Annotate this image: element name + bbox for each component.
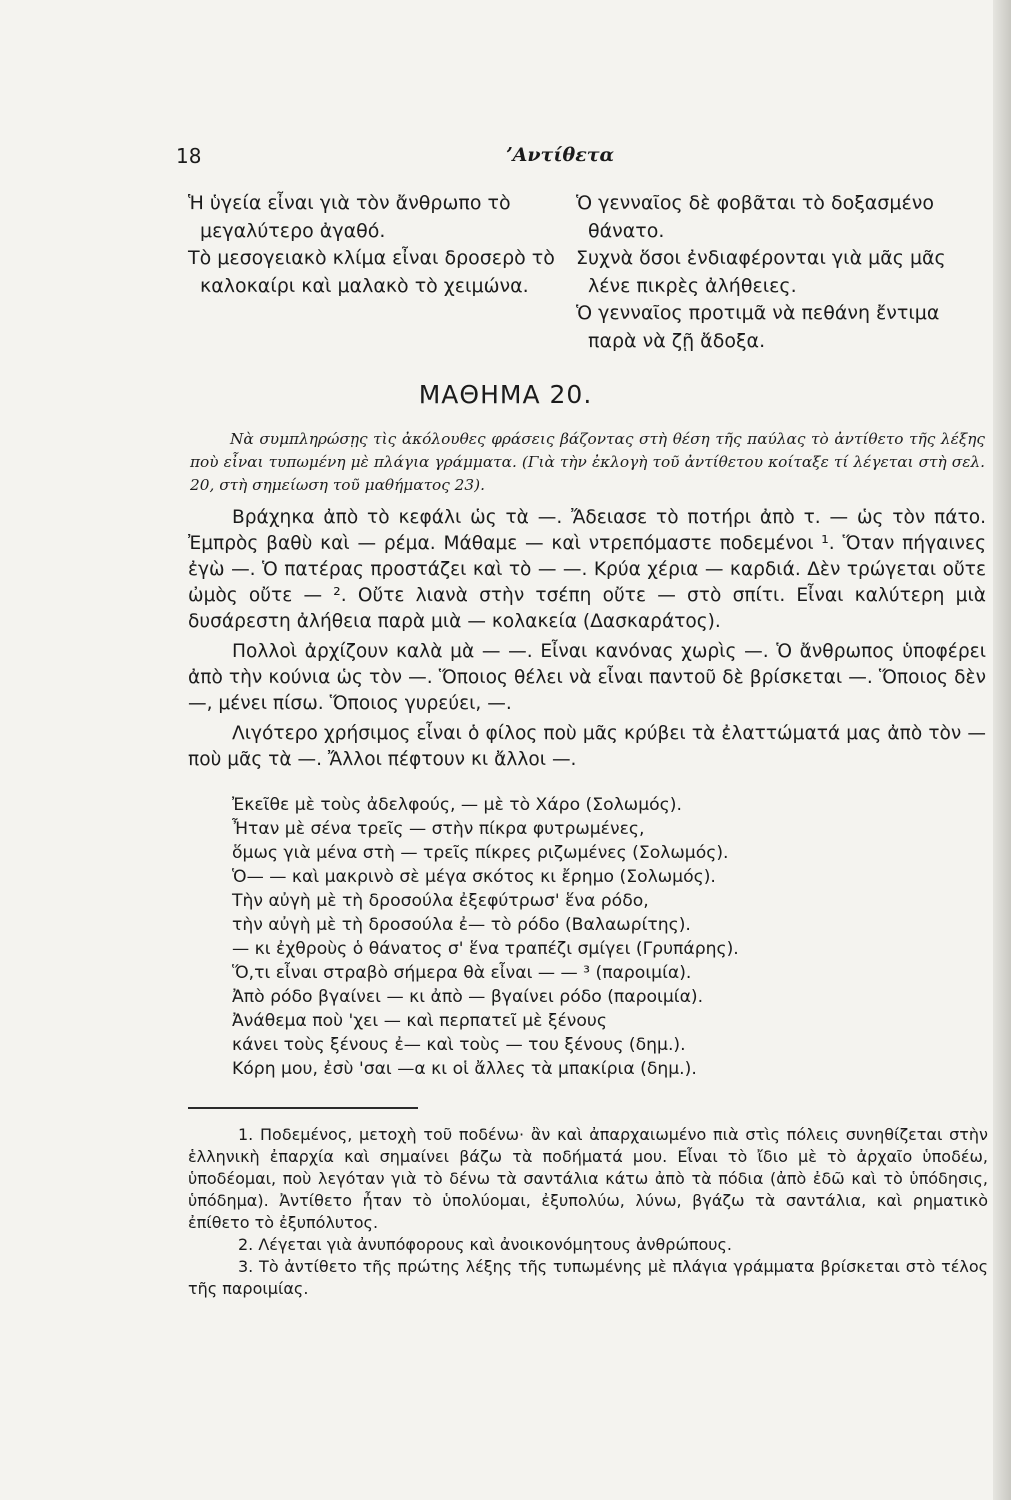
example-sentence: Τὸ μεσογειακὸ κλίμα εἶναι δροσερὸ τὸ καλοκαίρι καὶ μαλακὸ τὸ χειμώνα.	[188, 247, 555, 297]
verse-line: Κόρη μου, ἐσὺ 'σαι —α κι οἱ ἄλλες τὰ μπακίρια (δημ.).	[232, 1059, 697, 1079]
page-number: 18	[176, 144, 202, 168]
verse-line: Ἀπὸ ρόδο βγαίνει — κι ἀπὸ — βγαίνει ρόδο (παροιμία).	[232, 987, 704, 1007]
example-sentence: Ὁ γενναῖος προτιμᾶ νὰ πεθάνη ἔντιμα παρὰ νὰ ζῇ ἄδοξα.	[576, 302, 940, 352]
verse-line: Ὁ— — καὶ μακρινὸ σὲ μέγα σκότος κι ἔρημο (Σολωμός).	[232, 867, 716, 887]
verse-line: Ἀνάθεμα ποὺ 'χει — καὶ περπατεῖ μὲ ξένους	[232, 1011, 607, 1031]
footnote-divider	[188, 1107, 418, 1109]
example-sentence: Ὁ γενναῖος δὲ φοβᾶται τὸ δοξασμένο θάνατο.	[576, 192, 934, 242]
exercise-paragraph: Πολλοὶ ἀρχίζουν καλὰ μὰ — —. Εἶναι κανόνας χωρὶς —. Ὁ ἄνθρωπος ὑποφέρει ἀπὸ τὴν κούνια ὡς τὸν —. Ὅποιος θέλει νὰ εἶναι παντοῦ δὲ βρίσκεται —. Ὅποιος δὲν —, μένει πίσω. Ὅποιος γυρεύει, —.	[188, 641, 986, 714]
footnote: 1. Ποδεμένος, μετοχὴ τοῦ ποδένω· ἂν καὶ ἀπαρχαιωμένο πιὰ στὶς πόλεις συνηθίζεται στὴν ἑλληνικὴ ἐπαρχία καὶ σημαίνει βάζω τὰ ποδήματά μου. Εἶναι τὸ ἴδιο μὲ τὸ ἀρχαῖο ὑποδέω, ὑποδέομαι, ποὺ λεγόταν γιὰ τὸ δένω τὰ σαντάλια κάτω ἀπὸ τὰ πόδια (ἀπὸ ἐδῶ καὶ τὸ ὑπόδησις, ὑπόδημα). Ἀντίθετο ἦταν τὸ ὑπολύομαι, ἐξυπολύω, λύνω, βγάζω τὰ σαντάλια, καὶ ρηματικὸ ἐπίθετο τὸ ἐξυπόλυτος.	[188, 1125, 988, 1232]
lesson-title: ΜΑΘΗΜΑ 20.	[418, 380, 593, 409]
verse-line: Ὅ,τι εἶναι στραβὸ σήμερα θὰ εἶναι — — ³ (παροιμία).	[232, 963, 692, 983]
right-column	[576, 190, 988, 355]
verse-line: — κι ἐχθροὺς ὁ θάνατος σ' ἕνα τραπέζι σμίγει (Γρυπάρης).	[232, 939, 739, 959]
footnote: 3. Τὸ ἀντίθετο τῆς πρώτης λέξης τῆς τυπωμένης μὲ πλάγια γράμματα βρίσκεται στὸ τέλος τῆς παροιμίας.	[188, 1257, 988, 1298]
verse-line: Ἦταν μὲ σένα τρεῖς — στὴν πίκρα φυτρωμένες,	[232, 819, 645, 839]
running-title: ʼΑντίθετα	[506, 144, 615, 166]
verse-line: ὅμως γιὰ μένα στὴ — τρεῖς πίκρες ριζωμένες (Σολωμός).	[232, 843, 729, 863]
verse-line: κάνει τοὺς ξένους ἐ— καὶ τοὺς — του ξένους (δημ.).	[232, 1035, 686, 1055]
exercise-paragraph: Λιγότερο χρήσιμος εἶναι ὁ φίλος ποὺ μᾶς κρύβει τὰ ἐλαττώματά μας ἀπὸ τὸν — ποὺ μᾶς τὰ —. Ἄλλοι πέφτουν κι ἄλλοι —.	[188, 723, 986, 770]
verse-line: Ἐκεῖθε μὲ τοὺς ἀδελφούς, — μὲ τὸ Χάρο (Σολωμός).	[232, 795, 682, 815]
exercise-paragraph: Βράχηκα ἀπὸ τὸ κεφάλι ὡς τὰ —. Ἄδειασε τὸ ποτήρι ἀπὸ τ. — ὡς τὸν πάτο. Ἐμπρὸς βαθὺ καὶ — ρέμα. Μάθαμε — καὶ ντρεπόμαστε ποδεμένοι ¹. Ὅταν πήγαινες ἐγὼ —. Ὁ πατέρας προστάζει καὶ τὸ — —. Κρύα χέρια — καρδιά. Δὲν τρώγεται οὔτε ὠμὸς οὔτε — ². Οὔτε λιανὰ στὴν τσέπη οὔτε — στὸ σπίτι. Εἶναι καλύτερη μιὰ δυσάρεστη ἀλήθεια παρὰ μιὰ — κολακεία (Δασκαράτος).	[188, 507, 986, 632]
page-header	[176, 144, 986, 174]
lesson-instruction: Νὰ συμπληρώσῃς τὶς ἀκόλουθες φράσεις βάζοντας στὴ θέση τῆς παύλας τὸ ἀντίθετο τῆς λέξης ποὺ εἶναι τυπωμένη μὲ πλάγια γράμματα. (Γιὰ τὴν ἐκλογὴ τοῦ ἀντίθετου κοίταξε τί λέγεται στὴ σελ. 20, στὴ σημείωση τοῦ μαθήματος 23).	[190, 430, 985, 494]
exercise-text	[188, 505, 986, 777]
example-sentence: Ἡ ὑγεία εἶναι γιὰ τὸν ἄνθρωπο τὸ μεγαλύτερο ἀγαθό.	[188, 192, 511, 242]
page-edge-shadow	[993, 0, 1011, 1500]
left-column	[188, 190, 558, 300]
example-sentence: Συχνὰ ὅσοι ἐνδιαφέρονται γιὰ μᾶς μᾶς λένε πικρὲς ἀλήθειες.	[576, 247, 946, 297]
footnote: 2. Λέγεται γιὰ ἀνυπόφορους καὶ ἀνοικονόμητους ἀνθρώπους.	[238, 1235, 733, 1254]
verse-line: Τὴν αὐγὴ μὲ τὴ δροσούλα ἐξεφύτρωσ' ἕνα ρόδο,	[232, 891, 649, 911]
footnotes	[188, 1124, 988, 1300]
verse-line: τὴν αὐγὴ μὲ τὴ δροσούλα ἐ— τὸ ρόδο (Βαλαωρίτης).	[232, 915, 691, 935]
verse-exercises	[232, 793, 972, 1081]
